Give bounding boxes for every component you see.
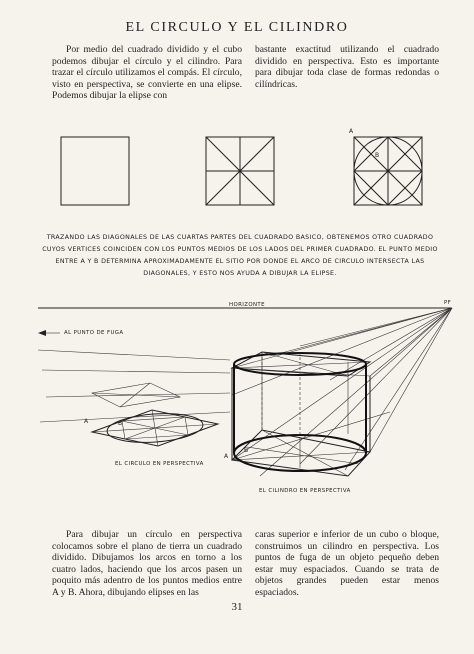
perspective-label-a: A	[84, 418, 89, 425]
cylinder-perspective-label: EL CILINDRO EN PERSPECTIVA	[259, 488, 351, 494]
body-paragraph-left: Para dibujar un círculo en perspectiva colocamos sobre el plano de tierra un cuadrado dividido. Dibujamos los arcos en torno a los cuatro lados, haciendo que los arcos pasen un poquito más adentro de los puntos medios entre A y B. Ahora, dibujando elipses en las	[52, 529, 242, 598]
perspective-circle-figure	[92, 410, 218, 446]
cylinder-label-b: B	[244, 447, 249, 454]
cylinder-label-a: A	[224, 453, 229, 460]
horizon-label: HORIZONTE	[229, 302, 265, 308]
figure-caption: TRAZANDO LAS DIAGONALES DE LAS CUARTAS PARTES DEL CUADRADO BASICO, OBTENEMOS OTRO CUADRADO CUYOS VERTICES COINCIDEN CON LOS PUNTOS MEDIOS DE LOS LADOS DEL PRIMER CUADRADO. EL PUNTO MEDIO ENTRE A Y B DETERMINA APROXIMADAMENTE EL SITIO POR DONDE EL ARCO DE CIRCULO INTERSECTA LAS DIAGONALES, Y ESTO NOS AYUDA A DIBUJAR LA ELIPSE.	[42, 234, 438, 277]
vanishing-arrow	[38, 330, 60, 336]
page-title: EL CIRCULO Y EL CILINDRO	[125, 20, 349, 35]
perspective-square-upper	[92, 383, 180, 407]
perspective-label-b: B	[118, 420, 123, 427]
intro-paragraph-left: Por medio del cuadrado dividido y el cubo podemos dibujar el círculo y el cilindro. Para trazar el círculo utilizamos el compás. El círculo, visto en perspectiva, se convierte en una elipse. Podemos dibujar la elipse con	[52, 44, 242, 102]
cube-cylinder	[232, 352, 370, 476]
body-text-left	[52, 529, 242, 599]
intro-paragraph-right: bastante exactitud utilizando el cuadrado dividido en perspectiva. Esto es importante para dibujar toda clase de formas redondas o cilíndricas.	[255, 44, 439, 90]
label-b: B	[375, 152, 380, 159]
vanishing-label: AL PUNTO DE FUGA	[64, 330, 124, 336]
page-number: 31	[231, 601, 243, 613]
pf-label: PF	[444, 300, 452, 306]
label-a: A	[349, 128, 354, 135]
lines-to-vanishing-point	[232, 308, 452, 476]
body-text-right	[255, 529, 439, 599]
circle-perspective-label: EL CIRCULO EN PERSPECTIVA	[115, 461, 204, 467]
body-paragraph-right: caras superior e inferior de un cubo o bloque, construimos un cilindro en perspectiva. Los puntos de fuga de un objeto pequeño deben estar muy espaciados. Cuando se trata de objetos grandes pueden estar menos espaciados.	[255, 529, 439, 598]
